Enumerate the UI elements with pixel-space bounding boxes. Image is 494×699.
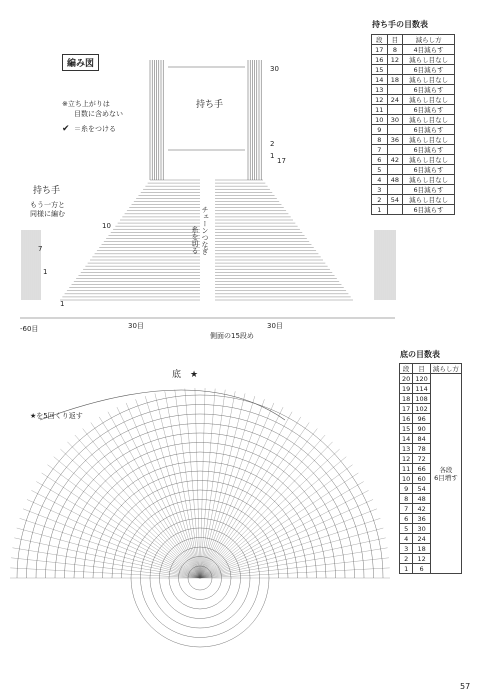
table-cell: 8 (400, 494, 413, 504)
table-cell: 13 (400, 444, 413, 454)
table-cell: 16 (400, 414, 413, 424)
table-cell: 60 (413, 474, 431, 484)
table-cell: 1 (400, 564, 413, 574)
table-cell: 24 (387, 95, 403, 105)
column-header: 段 (400, 364, 413, 374)
table-cell: 48 (387, 175, 403, 185)
method-cell (430, 374, 461, 574)
row-number: 1 (43, 268, 48, 276)
table-cell: 30 (387, 115, 403, 125)
table-cell: 16 (372, 55, 388, 65)
table-cell: 11 (372, 105, 388, 115)
table-cell: 114 (413, 384, 431, 394)
chain-join-label: チェーンつなぎ (201, 206, 209, 255)
column-header: 目 (387, 35, 403, 45)
table-cell: 7 (400, 504, 413, 514)
table-cell: 10 (372, 115, 388, 125)
attach-yarn-icon: ✔ (62, 124, 70, 134)
table-cell: 減らし目なし (403, 115, 455, 125)
side-row15-label: 側面の15段め (210, 332, 254, 340)
handle-label: 持ち手 (196, 100, 224, 110)
table-row (372, 85, 455, 95)
table-cell: 6目減らす (403, 105, 455, 115)
table-row (372, 155, 455, 165)
table-row (372, 165, 455, 175)
table-cell: 20 (400, 374, 413, 384)
table-row (400, 374, 462, 384)
table-cell: 14 (400, 434, 413, 444)
row-number: 2 (270, 140, 275, 148)
table-cell: 減らし目なし (403, 95, 455, 105)
left-handle-label: 持ち手 (33, 186, 61, 196)
same-as-other-1: もう一方と (30, 201, 65, 209)
bottom-chart (10, 388, 390, 647)
table-cell: 78 (413, 444, 431, 454)
table-cell: 108 (413, 394, 431, 404)
table-cell: 42 (387, 155, 403, 165)
table-cell (387, 85, 403, 95)
row-number: 17 (277, 157, 286, 165)
table-cell: 11 (400, 464, 413, 474)
bottom-stitch-table (399, 363, 462, 574)
table-row (372, 185, 455, 195)
table-cell: 6目減らす (403, 205, 455, 215)
table-cell: 減らし目なし (403, 175, 455, 185)
table-cell: 17 (372, 45, 388, 55)
table-cell: 84 (413, 434, 431, 444)
table-row (372, 95, 455, 105)
table-row (372, 55, 455, 65)
table-cell: 8 (387, 45, 403, 55)
table-cell: 5 (400, 524, 413, 534)
table-cell: 36 (387, 135, 403, 145)
repeat-note: ★を5回くり返す (30, 412, 83, 420)
table-cell: 6 (413, 564, 431, 574)
page-number: 57 (460, 682, 471, 691)
table-cell: 18 (387, 75, 403, 85)
legend-note-2: 目数に含めない (74, 110, 123, 118)
column-header: 減らし方 (403, 35, 455, 45)
table-cell: 54 (387, 195, 403, 205)
handle-stitch-table (371, 34, 455, 215)
table-cell (387, 125, 403, 135)
table-cell: 13 (372, 85, 388, 95)
row-number: 7 (38, 245, 43, 253)
table-cell: 減らし目なし (403, 135, 455, 145)
table-cell: 3 (372, 185, 388, 195)
table-row (372, 105, 455, 115)
table-cell: 2 (372, 195, 388, 205)
table-cell: 6目減らす (403, 145, 455, 155)
table-cell: 10 (400, 474, 413, 484)
table-row (372, 115, 455, 125)
table-cell (387, 145, 403, 155)
table-cell: 96 (413, 414, 431, 424)
table-cell: 24 (413, 534, 431, 544)
table-row (372, 145, 455, 155)
table-cell: 90 (413, 424, 431, 434)
column-header: 目 (413, 364, 431, 374)
table-cell: 18 (413, 544, 431, 554)
table-cell: 減らし目なし (403, 75, 455, 85)
table-cell: 120 (413, 374, 431, 384)
cut-yarn-label: 糸を切る (191, 226, 199, 254)
table-cell: 12 (413, 554, 431, 564)
table-row (372, 45, 455, 55)
table-row (372, 205, 455, 215)
table-cell: 12 (372, 95, 388, 105)
column-header: 段 (372, 35, 388, 45)
handle-table-title: 持ち手の目数表 (372, 20, 428, 29)
table-cell: 30 (413, 524, 431, 534)
table-cell: 5 (372, 165, 388, 175)
legend-note-3: ＝糸をつける (74, 125, 116, 133)
table-cell: 72 (413, 454, 431, 464)
table-row (372, 195, 455, 205)
table-row (372, 175, 455, 185)
table-cell: 6 (400, 514, 413, 524)
table-cell: 6目減らす (403, 185, 455, 195)
table-cell: 6目減らす (403, 85, 455, 95)
table-cell: 48 (413, 494, 431, 504)
bottom-label: 底 (172, 370, 182, 380)
method-line-1: 各段 (439, 465, 453, 474)
table-cell: 12 (387, 55, 403, 65)
handle-chart (20, 60, 395, 318)
table-cell: 12 (400, 454, 413, 464)
same-as-other-2: 同様に編む (30, 210, 65, 218)
table-cell: 減らし目なし (403, 195, 455, 205)
row-number: 30 (270, 65, 279, 73)
table-cell (387, 105, 403, 115)
table-cell: 6目減らす (403, 165, 455, 175)
table-cell: 42 (413, 504, 431, 514)
table-cell: 102 (413, 404, 431, 414)
legend-title: 編み図 (62, 54, 99, 71)
table-cell: 18 (400, 394, 413, 404)
table-cell: 2 (400, 554, 413, 564)
table-cell: 54 (413, 484, 431, 494)
table-cell: 8 (372, 135, 388, 145)
table-cell: 14 (372, 75, 388, 85)
sixty-stitches-label: -60目 (20, 325, 39, 333)
table-cell: 6 (372, 155, 388, 165)
table-cell: 4 (400, 534, 413, 544)
thirty-right-label: 30目 (267, 322, 283, 330)
method-line-2: 6目増す (434, 473, 458, 482)
table-cell (387, 165, 403, 175)
table-cell: 36 (413, 514, 431, 524)
table-cell (387, 185, 403, 195)
column-header: 減らし方 (430, 364, 461, 374)
table-cell: 9 (372, 125, 388, 135)
table-cell: 1 (372, 205, 388, 215)
table-cell: 15 (400, 424, 413, 434)
table-cell: 17 (400, 404, 413, 414)
table-cell (387, 205, 403, 215)
table-cell: 3 (400, 544, 413, 554)
legend-note-1: ※立ち上がりは (62, 100, 110, 108)
table-cell: 6目減らす (403, 125, 455, 135)
table-cell (387, 65, 403, 75)
table-cell: 19 (400, 384, 413, 394)
thirty-left-label: 30目 (128, 322, 144, 330)
table-cell: 9 (400, 484, 413, 494)
table-cell: 減らし目なし (403, 55, 455, 65)
table-cell: 6目減らす (403, 65, 455, 75)
bottom-table-title: 底の目数表 (400, 350, 440, 359)
table-cell: 4 (372, 175, 388, 185)
table-cell: 66 (413, 464, 431, 474)
table-row (372, 75, 455, 85)
table-cell: 15 (372, 65, 388, 75)
star-marker: ★ (190, 370, 199, 380)
table-cell: 減らし目なし (403, 155, 455, 165)
row-number: 10 (102, 222, 111, 230)
row-number: 1 (270, 152, 275, 160)
table-cell: 7 (372, 145, 388, 155)
table-cell: 4目減らす (403, 45, 455, 55)
table-row (372, 125, 455, 135)
row-number: 1 (60, 300, 65, 308)
table-row (372, 65, 455, 75)
table-row (372, 135, 455, 145)
